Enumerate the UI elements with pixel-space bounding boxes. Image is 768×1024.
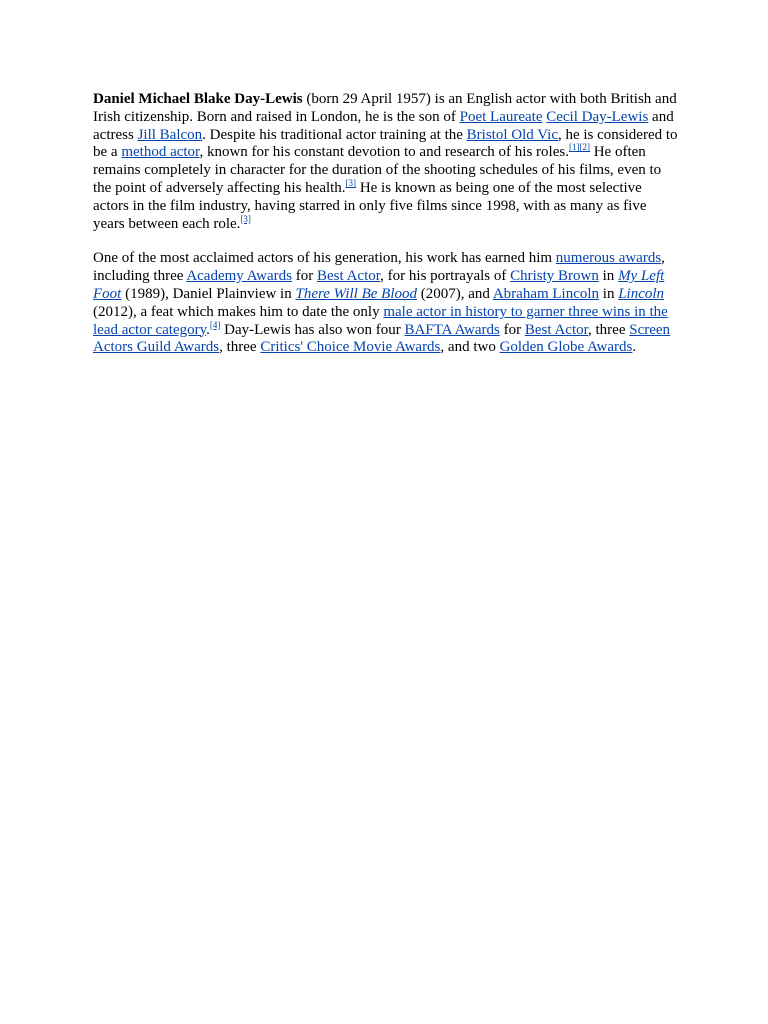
- reference-4[interactable]: [4]: [209, 319, 221, 330]
- text-span: (1989), Daniel Plainview in: [121, 285, 296, 302]
- link-jill-balcon[interactable]: Jill Balcon: [137, 126, 203, 143]
- text-span: He often remains completely in character for the duration of the shooting schedules of his films, even to the point of adversely affecting his health.: [93, 144, 662, 196]
- link-academy-awards[interactable]: Academy Awards: [186, 268, 292, 285]
- link-poet-laureate[interactable]: Poet Laureate: [459, 108, 543, 125]
- text-span: . Despite his traditional actor training at the: [202, 126, 467, 143]
- link-cecil-day-lewis[interactable]: Cecil Day-Lewis: [546, 108, 649, 125]
- paragraph-awards: [93, 250, 678, 357]
- text-span: (born 29 April 1957) is an English actor with both British and Irish citizenship. Born and raised in London, he is the son of: [93, 91, 677, 125]
- link-numerous-awards[interactable]: numerous awards: [555, 250, 662, 267]
- text-span: for: [292, 268, 317, 285]
- text-span: (2007), and: [417, 285, 493, 302]
- link-method-actor[interactable]: method actor: [121, 144, 200, 161]
- text-span: in: [599, 285, 619, 302]
- link-bristol-old-vic[interactable]: Bristol Old Vic: [466, 126, 558, 143]
- link-there-will-be-blood[interactable]: [295, 286, 417, 302]
- reference-3[interactable]: [3]: [345, 177, 357, 188]
- text-span: He is known as being one of the most selective actors in the film industry, having starred in only five films since 1998, with as many as five years between each role.: [93, 179, 647, 232]
- text-span: , including three: [93, 250, 665, 285]
- text-span: .: [632, 339, 637, 356]
- text-span: .: [206, 321, 210, 338]
- link-abraham-lincoln[interactable]: Abraham Lincoln: [492, 285, 600, 302]
- text-span: Day-Lewis has also won four: [220, 321, 405, 338]
- text-span: , three: [588, 321, 630, 338]
- film-title: There Will Be Blood: [295, 285, 417, 302]
- text-span: for: [499, 321, 525, 338]
- reference-1[interactable]: [1]: [568, 142, 580, 153]
- link-male-actor-record[interactable]: male actor in history to garner three wins in the lead actor category: [93, 303, 668, 338]
- reference-3[interactable]: [3]: [240, 213, 251, 224]
- text-span: , for his portrayals of: [380, 268, 511, 285]
- link-screen-actors-guild-awards[interactable]: Screen Actors Guild Awards: [93, 321, 671, 356]
- film-title: My Left Foot: [93, 268, 665, 302]
- subject-name: Daniel Michael Blake Day-Lewis: [93, 91, 303, 107]
- paragraph-intro: [93, 91, 678, 233]
- text-span: , he is considered to be a: [93, 126, 678, 161]
- link-best-actor[interactable]: Best Actor: [317, 268, 381, 285]
- film-title: Lincoln: [618, 285, 665, 302]
- text-span: , known for his constant devotion to and research of his roles.: [199, 144, 569, 161]
- text-span: One of the most acclaimed actors of his generation, his work has earned him: [93, 250, 556, 267]
- text-span: , three: [219, 339, 261, 356]
- text-span: and actress: [93, 108, 674, 143]
- link-best-actor[interactable]: Best Actor: [524, 321, 589, 338]
- link-christy-brown[interactable]: Christy Brown: [510, 268, 599, 285]
- link-critics-choice-awards[interactable]: Critics' Choice Movie Awards: [260, 339, 441, 356]
- link-golden-globe-awards[interactable]: Golden Globe Awards: [499, 339, 633, 356]
- text-span: (2012), a feat which makes him to date the only: [93, 303, 384, 320]
- reference-2[interactable]: [2]: [579, 142, 590, 153]
- text-span: , and two: [440, 339, 500, 356]
- link-bafta-awards[interactable]: BAFTA Awards: [404, 321, 500, 338]
- link-lincoln-film[interactable]: [618, 286, 664, 302]
- article-body: [93, 91, 678, 374]
- text-span: in: [598, 268, 619, 285]
